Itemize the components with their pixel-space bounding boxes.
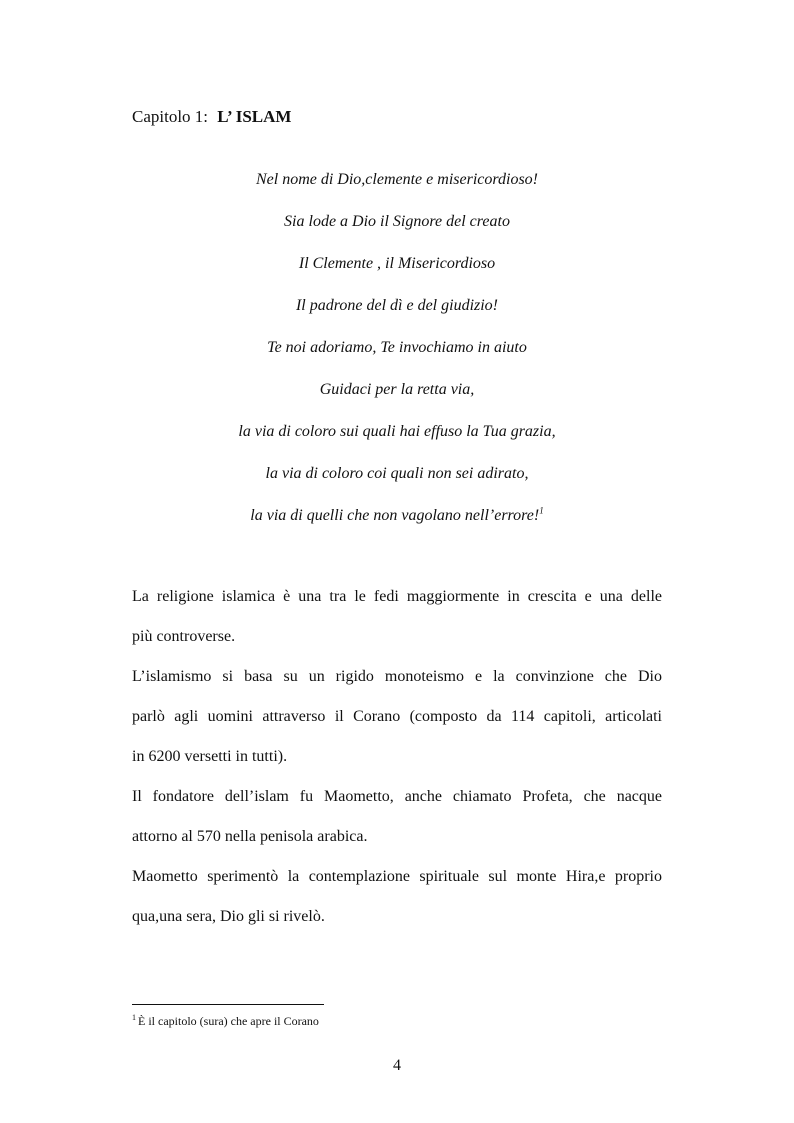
body-line: Maometto sperimentò la contemplazione spirituale sul monte Hira,e proprio	[132, 868, 662, 885]
chapter-heading	[132, 106, 291, 128]
verse-line: la via di coloro coi quali non sei adirato,	[265, 465, 529, 482]
chapter-title: L’ ISLAM	[217, 107, 292, 126]
verse-line-text: la via di quelli che non vagolano nell’errore!	[250, 507, 540, 524]
footnote-mark: 1	[132, 1013, 136, 1022]
footnote-reference[interactable]: 1	[539, 505, 544, 516]
body-line: parlò agli uomini attraverso il Corano (composto da 114 capitoli, articolati	[132, 708, 662, 725]
body-text	[132, 586, 662, 946]
footnote-text: È il capitolo (sura) che apre il Corano	[138, 1014, 319, 1028]
verse-line: la via di coloro sui quali hai effuso la Tua grazia,	[238, 423, 556, 440]
footnote-divider	[132, 1004, 324, 1005]
verse-line: Il Clemente , il Misericordioso	[298, 255, 496, 272]
verse-line: Nel nome di Dio,clemente e misericordioso!	[255, 171, 538, 188]
body-line: in 6200 versetti in tutti).	[132, 748, 288, 765]
verse-line-last	[132, 504, 662, 546]
chapter-label: Capitolo 1:	[132, 107, 209, 126]
page-number: 4	[393, 1057, 401, 1074]
body-line: L’islamismo si basa su un rigido monoteismo e la convinzione che Dio	[132, 668, 662, 685]
body-line: attorno al 570 nella penisola arabica.	[132, 828, 368, 845]
verse-line: Il padrone del dì e del giudizio!	[295, 297, 499, 314]
verse-line: Sia lode a Dio il Signore del creato	[284, 213, 510, 230]
body-line: qua,una sera, Dio gli si rivelò.	[132, 908, 325, 925]
verse-line: Guidaci per la retta via,	[319, 381, 475, 398]
body-line: Il fondatore dell’islam fu Maometto, anche chiamato Profeta, che nacque	[132, 788, 662, 805]
body-line: più controverse.	[132, 628, 236, 645]
body-line: La religione islamica è una tra le fedi maggiormente in crescita e una delle	[132, 588, 662, 605]
opening-verse-block	[132, 168, 662, 546]
verse-line: Te noi adoriamo, Te invochiamo in aiuto	[267, 339, 527, 356]
footnote	[132, 1013, 319, 1029]
